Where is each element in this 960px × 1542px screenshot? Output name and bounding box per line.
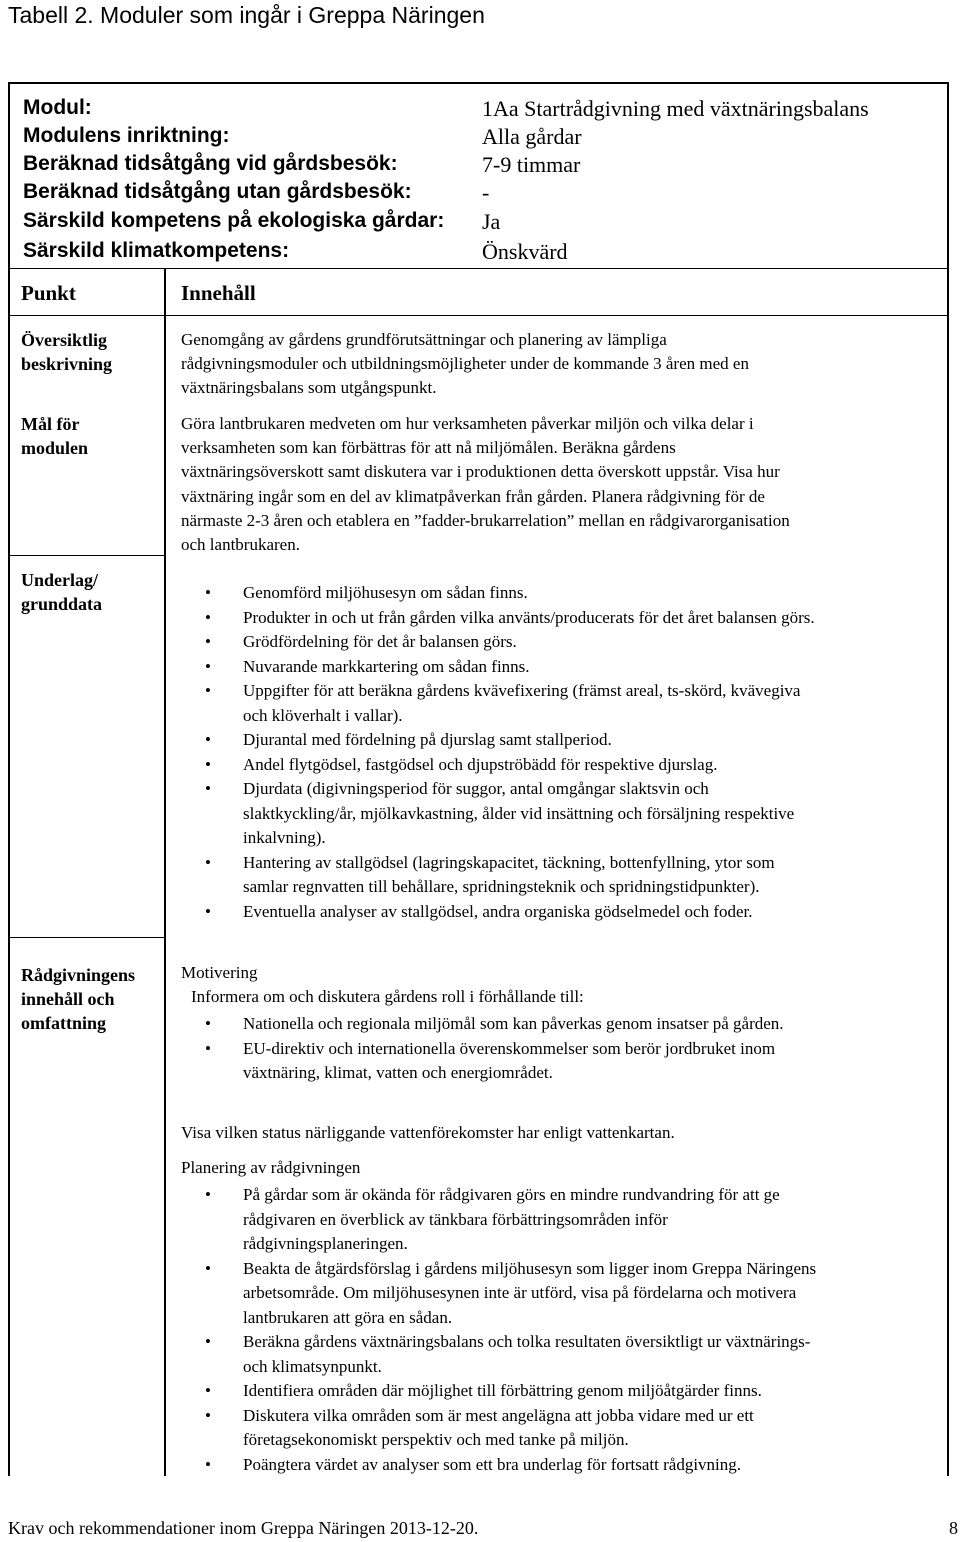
row-label-line: innehåll och: [21, 989, 115, 1009]
header-label-ekologisk-kompetens: Särskild kompetens på ekologiska gårdar:: [23, 209, 445, 232]
list-item: [181, 1379, 946, 1404]
bullet-icon: •: [205, 656, 211, 676]
motivering-bullet-list: [181, 1012, 946, 1086]
list-item-line: rådgivaren en överblick av tänkbara förbättringsområden inför: [243, 1209, 668, 1229]
list-item: [181, 1012, 946, 1037]
motivering-heading: Motivering: [181, 963, 258, 982]
column-header-punkt: Punkt: [21, 281, 76, 305]
list-item: [181, 630, 946, 655]
list-item-line: inkalvning).: [243, 828, 326, 847]
list-item: [181, 753, 946, 778]
planering-bullet-list: [181, 1183, 946, 1477]
list-item: [181, 1257, 946, 1331]
bullet-icon: •: [205, 1014, 211, 1033]
list-item: [181, 1183, 946, 1257]
list-item-line: Produkter in och ut från gården vilka använts/producerats för det året balansen görs.: [243, 607, 815, 627]
bullet-icon: •: [205, 852, 211, 872]
row-label-line: Mål för: [21, 414, 80, 434]
row-label-oversiktlig-beskrivning: [21, 328, 161, 376]
list-item-line: Nuvarande markkartering om sådan finns.: [243, 656, 530, 676]
list-item: [181, 851, 946, 900]
planering-heading: Planering av rådgivningen: [181, 1158, 361, 1177]
header-label-tid-med-besok: Beräknad tidsåtgång vid gårdsbesök:: [23, 152, 398, 175]
list-item-line: EU-direktiv och internationella överenskommelser som berör jordbruket inom: [243, 1038, 776, 1058]
list-item-line: Identifiera områden där möjlighet till förbättring genom miljöåtgärder finns.: [243, 1381, 762, 1400]
list-item: [181, 606, 946, 631]
list-item: [181, 728, 946, 753]
bullet-icon: •: [205, 632, 211, 651]
list-item-line: rådgivningsplaneringen.: [243, 1234, 408, 1253]
text-line: växtnäring ingår som en del av klimatpåverkan från gården. Planera rådgivning för de: [181, 486, 765, 506]
list-item-line: Grödfördelning för det år balansen görs.: [243, 632, 517, 651]
list-item-line: Nationella och regionala miljömål som kan påverkas genom insatser på gården.: [243, 1014, 784, 1033]
list-item-line: Beräkna gårdens växtnäringsbalans och tolka resultaten översiktligt ur växtnärings-: [243, 1332, 811, 1351]
list-item-line: Uppgifter för att beräkna gårdens kvävefixering (främst areal, ts-skörd, kvävegiva: [243, 681, 801, 700]
row-label-mal-for-modulen: [21, 412, 161, 460]
bullet-icon: •: [205, 1454, 211, 1474]
bullet-icon: •: [205, 583, 211, 602]
row-label-line: grunddata: [21, 594, 103, 614]
list-item: [181, 900, 946, 925]
bullet-icon: •: [205, 754, 211, 774]
bullet-icon: •: [205, 1185, 211, 1204]
header-value-tid-utan-besok: -: [482, 180, 490, 205]
list-item: [181, 1330, 946, 1379]
text-line: Göra lantbrukaren medveten om hur verksamheten påverkar miljön och vilka delar i: [181, 414, 754, 433]
footer-text: Krav och rekommendationer inom Greppa Näringen 2013-12-20.: [8, 1518, 479, 1538]
row-divider: [10, 937, 164, 938]
table-header-divider: [8, 315, 949, 316]
text-line: och lantbrukaren.: [181, 535, 300, 555]
list-item-line: lantbrukaren att göra en sådan.: [243, 1307, 453, 1327]
module-header-box: [8, 82, 949, 269]
text-line: Genomgång av gårdens grundförutsättningar och planering av lämpliga: [181, 330, 667, 349]
row-label-line: Rådgivningens: [21, 965, 136, 985]
row-label-line: modulen: [21, 438, 89, 458]
header-value-ekologisk-kompetens: Ja: [482, 209, 501, 234]
header-label-modul: Modul:: [23, 96, 92, 119]
text-line: växtnäringsöverskott samt diskutera var i produktionen detta överskott uppstår. Visa hur: [181, 462, 780, 482]
row-label-underlag-grunddata: [21, 568, 161, 616]
list-item-line: Poängtera värdet av analyser som ett bra underlag för fortsatt rådgivning.: [243, 1454, 742, 1474]
list-item-line: samlar regnvatten till behållare, spridningsteknik och spridningstidpunkter).: [243, 877, 760, 896]
list-item-line: Genomförd miljöhusesyn om sådan finns.: [243, 583, 528, 602]
bullet-icon: •: [205, 607, 211, 627]
list-item-line: Diskutera vilka områden som är mest angelägna att jobba vidare med ur ett: [243, 1405, 754, 1425]
list-item-line: och klöverhalt i vallar).: [243, 705, 403, 725]
list-item-line: Eventuella analyser av stallgödsel, andra organiska gödselmedel och foder.: [243, 901, 753, 921]
row-label-line: omfattning: [21, 1013, 106, 1033]
page-title: Tabell 2. Moduler som ingår i Greppa Näringen: [8, 2, 485, 28]
header-label-tid-utan-besok: Beräknad tidsåtgång utan gårdsbesök:: [23, 180, 412, 203]
table-column-divider: [164, 268, 166, 1476]
header-value-tid-med-besok: 7-9 timmar: [482, 152, 581, 177]
list-item-line: och klimatsynpunkt.: [243, 1356, 382, 1376]
header-value-modul: 1Aa Startrådgivning med växtnäringsbalans: [482, 96, 869, 121]
text-line: verksamheten som kan förbättras för att nå miljömålen. Beräkna gårdens: [181, 438, 676, 458]
list-item-line: slaktkyckling/år, mjölkavkastning, ålder vid insättning och försäljning respektive: [243, 803, 795, 823]
list-item: [181, 1404, 946, 1453]
vattenkarta-text: Visa vilken status närliggande vattenförekomster har enligt vattenkartan.: [181, 1123, 675, 1142]
page-number: 8: [949, 1518, 958, 1538]
list-item-line: Andel flytgödsel, fastgödsel och djupströbädd för respektive djurslag.: [243, 754, 718, 774]
text-line: närmaste 2-3 åren och etablera en ”fadder-brukarrelation” mellan en rådgivarorganisation: [181, 510, 790, 530]
list-item: [181, 777, 946, 851]
bullet-icon: •: [205, 681, 211, 700]
list-item: [181, 1453, 946, 1478]
list-item-line: Djurantal med fördelning på djurslag samt stallperiod.: [243, 730, 612, 749]
underlag-bullet-list: [181, 581, 946, 924]
bullet-icon: •: [205, 779, 211, 798]
list-item: [181, 655, 946, 680]
row-label-radgivningens-innehall: [21, 963, 161, 1035]
list-item-line: Beakta de åtgärdsförslag i gårdens miljöhusesyn som ligger inom Greppa Näringens: [243, 1258, 817, 1278]
bullet-icon: •: [205, 1258, 211, 1278]
table-border-right: [947, 268, 949, 1476]
header-label-inriktning: Modulens inriktning:: [23, 124, 230, 147]
row-label-line: beskrivning: [21, 354, 113, 374]
bullet-icon: •: [205, 1405, 211, 1425]
row-label-line: Översiktlig: [21, 330, 107, 350]
bullet-icon: •: [205, 1038, 211, 1058]
row-label-line: Underlag/: [21, 570, 99, 590]
text-line: rådgivningsmoduler och utbildningsmöjligheter under de kommande 3 åren med en: [181, 354, 749, 374]
bullet-icon: •: [205, 1381, 211, 1400]
list-item-line: växtnäring, klimat, vatten och energiområdet.: [243, 1063, 553, 1082]
list-item-line: företagsekonomiskt perspektiv och med tanke på miljön.: [243, 1430, 629, 1449]
oversikt-text: [181, 328, 941, 401]
list-item-line: Hantering av stallgödsel (lagringskapacitet, täckning, bottenfyllning, ytor som: [243, 852, 775, 872]
bullet-icon: •: [205, 901, 211, 921]
list-item-line: arbetsområde. Om miljöhusesynen inte är utförd, visa på fördelarna och motivera: [243, 1283, 797, 1302]
mal-text: [181, 412, 941, 557]
text-line: växtnäringsbalans som utgångspunkt.: [181, 378, 437, 398]
list-item-line: Djurdata (digivningsperiod för suggor, antal omgångar slaktsvin och: [243, 779, 709, 798]
header-value-inriktning: Alla gårdar: [482, 124, 582, 149]
bullet-icon: •: [205, 730, 211, 749]
bullet-icon: •: [205, 1332, 211, 1351]
column-header-innehall: Innehåll: [181, 281, 256, 305]
header-value-klimatkompetens: Önskvärd: [482, 239, 568, 264]
row-divider: [10, 555, 164, 556]
list-item: [181, 679, 946, 728]
table-border-left: [8, 268, 10, 1476]
list-item-line: På gårdar som är okända för rådgivaren görs en mindre rundvandring för att ge: [243, 1185, 780, 1204]
list-item: [181, 1037, 946, 1086]
motivering-intro: Informera om och diskutera gårdens roll i förhållande till:: [191, 987, 584, 1006]
header-label-klimatkompetens: Särskild klimatkompetens:: [23, 239, 290, 262]
list-item: [181, 581, 946, 606]
